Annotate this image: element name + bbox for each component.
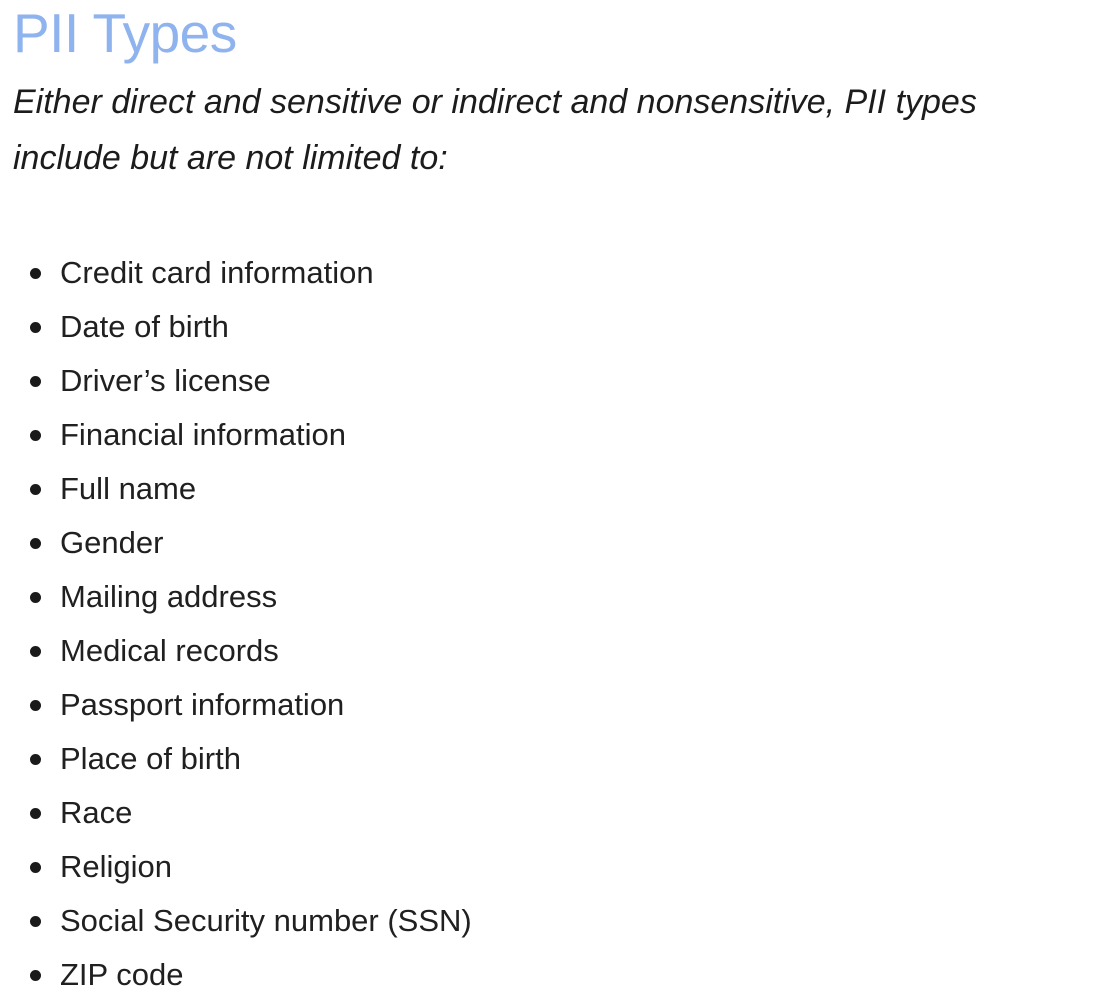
bullet-icon — [30, 322, 41, 333]
list-item — [13, 246, 1098, 300]
list-item-label: Mailing address — [60, 579, 278, 614]
list-item-label: Credit card information — [60, 255, 374, 290]
list-item-label: Religion — [60, 849, 173, 884]
list-item — [13, 732, 1098, 786]
bullet-icon — [30, 862, 41, 873]
bullet-icon — [30, 700, 41, 711]
bullet-icon — [30, 646, 41, 657]
list-item-label: Social Security number (SSN) — [60, 903, 472, 938]
list-item — [13, 462, 1098, 516]
bullet-icon — [30, 268, 41, 279]
bullet-icon — [30, 916, 41, 927]
list-item-label: Full name — [60, 471, 197, 506]
list-item — [13, 354, 1098, 408]
list-item-label: Financial information — [60, 417, 347, 452]
page-title: PII Types — [13, 2, 237, 64]
list-item-label: Place of birth — [60, 741, 241, 776]
bullet-icon — [30, 430, 41, 441]
pii-types-list — [13, 246, 1098, 1002]
list-item — [13, 840, 1098, 894]
intro-paragraph: Either direct and sensitive or indirect and nonsensitive, PII types include but are not limited to: — [13, 83, 977, 177]
bullet-icon — [30, 808, 41, 819]
list-item-label: Gender — [60, 525, 164, 560]
list-item-label: Driver’s license — [60, 363, 271, 398]
list-item — [13, 570, 1098, 624]
bullet-icon — [30, 376, 41, 387]
list-item — [13, 894, 1098, 948]
list-item — [13, 300, 1098, 354]
list-item — [13, 624, 1098, 678]
list-item-label: Medical records — [60, 633, 279, 668]
bullet-icon — [30, 592, 41, 603]
list-item — [13, 678, 1098, 732]
bullet-icon — [30, 970, 41, 981]
list-item — [13, 948, 1098, 1002]
list-item-label: Date of birth — [60, 309, 229, 344]
list-item — [13, 786, 1098, 840]
list-item — [13, 516, 1098, 570]
list-item-label: Passport information — [60, 687, 345, 722]
bullet-icon — [30, 538, 41, 549]
list-item-label: ZIP code — [60, 957, 184, 992]
list-item-label: Race — [60, 795, 133, 830]
bullet-icon — [30, 754, 41, 765]
list-item — [13, 408, 1098, 462]
bullet-icon — [30, 484, 41, 495]
